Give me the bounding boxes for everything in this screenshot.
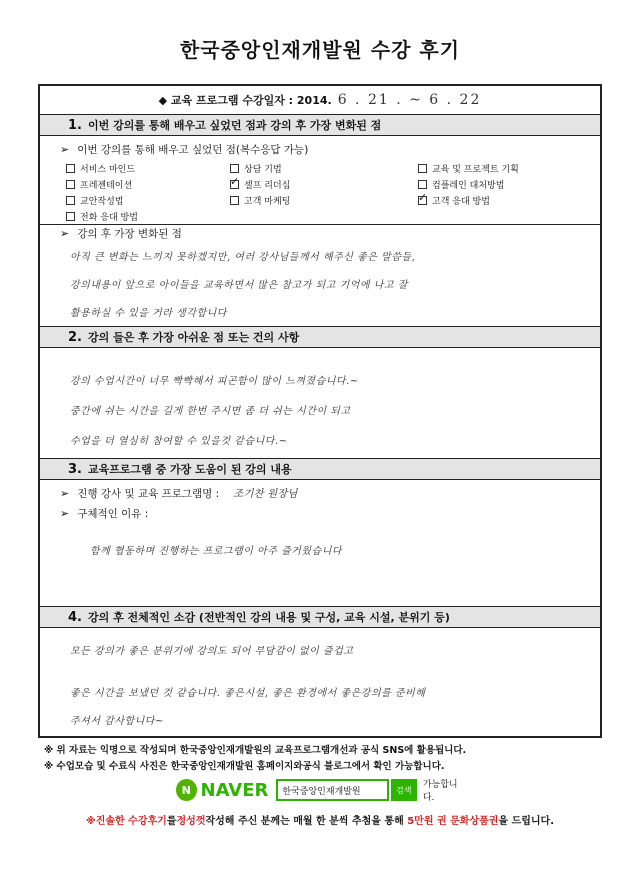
reward-notice xyxy=(0,812,640,827)
section3-sub1-label: 진행 강사 및 교육 프로그램명 : xyxy=(77,488,220,500)
section2-heading xyxy=(40,326,600,348)
page-title: 한국중앙인재개발원 수강 후기 xyxy=(179,38,461,62)
arrow-icon: ➢ xyxy=(60,487,70,500)
note-photos: ※ 수업모습 및 수료식 사진은 한국중앙인재개발원 홈페이지와공식 블로그에서 확인 가능합니다. xyxy=(44,761,445,772)
reward-prefix: ※ xyxy=(85,816,96,827)
checkbox-icon[interactable] xyxy=(418,164,427,173)
section3-title: 교육프로그램 중 가장 도움이 된 강의 내용 xyxy=(87,463,292,476)
handwritten-answer: 중간에 쉬는 시간을 길게 한번 주시면 좀 더 쉬는 시간이 되고 xyxy=(70,406,351,417)
review-form xyxy=(38,84,602,738)
reward-red3: 5만원 권 문화상품권 xyxy=(407,816,499,827)
section1-sub2 xyxy=(60,226,182,241)
option-checkbox[interactable] xyxy=(66,194,123,207)
handwritten-answer: 수업을 더 열심히 참여할 수 있을것 같습니다.~ xyxy=(70,436,288,447)
option-label: 교육 및 프로젝트 기획 xyxy=(432,165,519,175)
arrow-icon: ➢ xyxy=(60,143,70,156)
section3-sub1 xyxy=(60,486,297,501)
naver-search-banner xyxy=(176,777,466,803)
instructor-answer: 조기찬 원장님 xyxy=(233,488,298,500)
option-label: 셀프 리더십 xyxy=(244,181,291,191)
option-checkbox[interactable] xyxy=(418,162,519,175)
option-checkbox[interactable] xyxy=(230,162,282,175)
option-checkbox[interactable] xyxy=(230,194,290,207)
section1-title: 이번 강의를 통해 배우고 싶었던 점과 강의 후 가장 변화된 점 xyxy=(87,119,382,132)
option-checkbox[interactable] xyxy=(66,178,132,191)
section4-title: 강의 후 전체적인 소감 (전반적인 강의 내용 및 구성, 교육 시설, 분위기 등) xyxy=(87,611,450,624)
option-checkbox[interactable] xyxy=(230,178,290,191)
reward-red2: 정성껏 xyxy=(176,816,206,827)
option-checkbox[interactable] xyxy=(418,194,490,207)
checkbox-icon[interactable] xyxy=(66,164,75,173)
handwritten-answer: 좋은 시간을 보냈던 것 같습니다. 좋은시설, 좋은 환경에서 좋은강의를 준비해 xyxy=(70,688,426,699)
date-label: ◆ 교육 프로그램 수강일자 : 2014. xyxy=(158,94,332,107)
section3-sub2-label: 구체적인 이유 : xyxy=(77,508,149,520)
option-checkbox[interactable] xyxy=(418,178,504,191)
arrow-icon: ➢ xyxy=(60,227,70,240)
checkbox-icon[interactable] xyxy=(66,196,75,205)
checkbox-icon[interactable] xyxy=(418,180,427,189)
section1-sub1-label: 이번 강의를 통해 배우고 싶었던 점(복수응답 가능) xyxy=(77,144,309,156)
option-checkbox[interactable] xyxy=(66,210,138,223)
reward-mid2: 작성해 주신 분께는 매월 한 분씩 추첨을 통해 xyxy=(205,816,408,827)
handwritten-answer: 모든 강의가 좋은 분위기에 강의도 되어 부담감이 없이 즐겁고 xyxy=(70,646,354,657)
section3-number: 3. xyxy=(68,461,82,477)
section1-sub2-label: 강의 후 가장 변화된 점 xyxy=(77,228,182,240)
section2-title: 강의 들은 후 가장 아쉬운 점 또는 건의 사항 xyxy=(87,331,300,344)
option-label: 상담 기법 xyxy=(244,165,282,175)
naver-search-input[interactable]: 한국중앙인재개발원 xyxy=(276,779,388,801)
checkbox-icon[interactable] xyxy=(66,180,75,189)
handwritten-answer: 함께 협동하며 진행하는 프로그램이 아주 즐거웠습니다 xyxy=(90,546,343,557)
option-label: 고객 응대 방법 xyxy=(432,197,490,207)
option-checkbox[interactable] xyxy=(66,162,135,175)
handwritten-answer: 아직 큰 변화는 느끼지 못하겠지만, 여러 강사님들께서 해주신 좋은 말씀들, xyxy=(70,252,416,263)
option-label: 교안작성법 xyxy=(80,197,124,207)
section1-sub1 xyxy=(60,142,308,157)
section2-number: 2. xyxy=(68,329,82,345)
section1-number: 1. xyxy=(68,117,82,133)
divider xyxy=(40,224,600,225)
note-anonymous: ※ 위 자료는 익명으로 작성되며 한국중앙인재개발원의 교육프로그램개선과 공식 SNS에 활용됩니다. xyxy=(44,745,467,756)
option-label: 전화 응대 방법 xyxy=(80,213,138,223)
section1-heading xyxy=(40,114,600,136)
reward-mid1: 를 xyxy=(166,816,177,827)
date-bar xyxy=(40,86,600,115)
naver-logo-icon: N xyxy=(176,779,197,801)
handwritten-answer: 주셔서 감사합니다~ xyxy=(70,716,164,727)
reward-end: 을 드립니다. xyxy=(498,816,555,827)
handwritten-answer: 강의 수업시간이 너무 빡빡해서 피곤함이 많이 느껴졌습니다.~ xyxy=(70,376,359,387)
naver-search-button[interactable]: 검색 xyxy=(391,779,417,801)
handwritten-answer: 강의내용이 앞으로 아이들을 교육하면서 많은 참고가 되고 기억에 나고 잘 xyxy=(70,280,408,291)
arrow-icon: ➢ xyxy=(60,507,70,520)
checkbox-checked-icon[interactable] xyxy=(418,196,427,205)
checkbox-icon[interactable] xyxy=(230,196,239,205)
checkbox-icon[interactable] xyxy=(66,212,75,221)
option-label: 서비스 마인드 xyxy=(80,165,136,175)
option-label: 고객 마케팅 xyxy=(244,197,291,207)
section4-number: 4. xyxy=(68,609,82,625)
reward-red1: 진솔한 수강후기 xyxy=(95,816,167,827)
date-value: 6 . 21 . ~ 6 . 22 xyxy=(337,92,482,108)
option-label: 프레젠테이션 xyxy=(80,181,133,191)
section3-sub2 xyxy=(60,506,148,521)
handwritten-answer: 활용하실 수 있을 거라 생각합니다 xyxy=(70,308,227,319)
naver-logo: NAVER xyxy=(200,779,269,801)
option-label: 컴플레인 대처방법 xyxy=(432,181,505,191)
checkbox-checked-icon[interactable] xyxy=(230,180,239,189)
naver-tail-text: 가능합니다. xyxy=(422,780,458,803)
section3-heading xyxy=(40,458,600,480)
checkbox-icon[interactable] xyxy=(230,164,239,173)
section4-heading xyxy=(40,606,600,628)
